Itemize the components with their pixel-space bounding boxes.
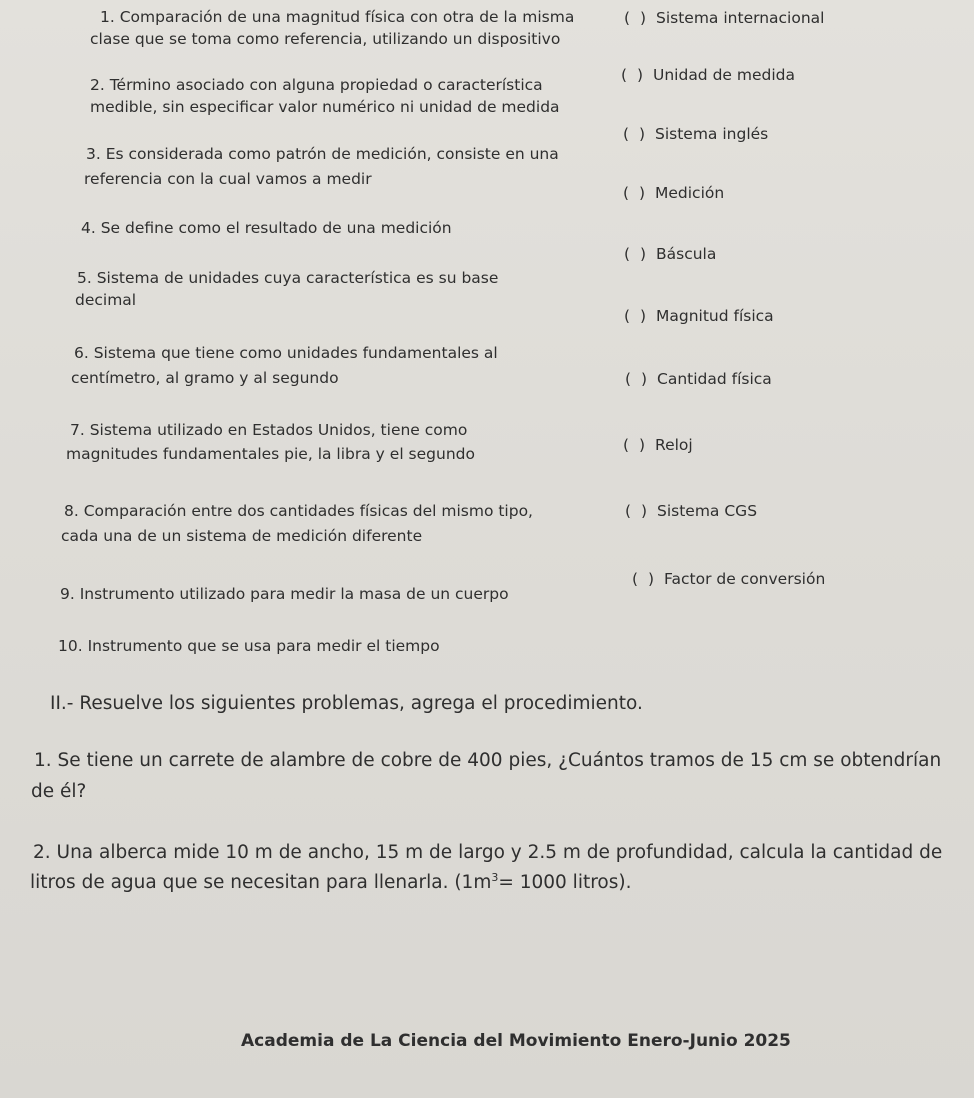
option-sistema-internacional: ( ) Sistema internacional bbox=[624, 9, 825, 27]
question-1-line-1: 1. Comparación de una magnitud física con otra de la misma bbox=[100, 8, 575, 26]
question-2-line-2: medible, sin especificar valor numérico ni unidad de medida bbox=[90, 98, 560, 116]
option-sistema-cgs: ( ) Sistema CGS bbox=[625, 502, 758, 520]
question-7-line-1: 7. Sistema utilizado en Estados Unidos, tiene como bbox=[70, 421, 468, 439]
question-3-line-2: referencia con la cual vamos a medir bbox=[84, 170, 372, 188]
question-1-line-2: clase que se toma como referencia, utilizando un dispositivo bbox=[90, 30, 561, 48]
option-cantidad-fisica: ( ) Cantidad física bbox=[625, 370, 772, 388]
question-5-line-2: decimal bbox=[75, 291, 137, 309]
question-3-line-1: 3. Es considerada como patrón de medición, consiste en una bbox=[86, 145, 559, 163]
option-unidad-de-medida: ( ) Unidad de medida bbox=[621, 66, 795, 84]
question-9-line-1: 9. Instrumento utilizado para medir la masa de un cuerpo bbox=[60, 585, 509, 603]
problem-2-line-2: litros de agua que se necesitan para llenarla. ($1m^3= 1000$ litros). bbox=[30, 871, 632, 894]
question-7-line-2: magnitudes fundamentales pie, la libra y el segundo bbox=[66, 445, 475, 463]
option-paren-close: ) bbox=[640, 9, 647, 27]
option-reloj: ( ) Reloj bbox=[623, 436, 693, 454]
question-4-line-1: 4. Se define como el resultado de una medición bbox=[81, 219, 452, 237]
question-5-line-1: 5. Sistema de unidades cuya característica es su base bbox=[77, 269, 499, 287]
problem-1-line-1: 1. Se tiene un carrete de alambre de cobre de 400 pies, ¿Cuántos tramos de 15 cm se obtendrían bbox=[34, 750, 942, 771]
option-magnitud-fisica: ( ) Magnitud física bbox=[624, 307, 774, 325]
problem-2-line-1: 2. Una alberca mide 10 m de ancho, 15 m de largo y 2.5 m de profundidad, calcula la cantidad de bbox=[33, 842, 943, 863]
option-paren-open: ( bbox=[624, 9, 631, 27]
section-2-heading: II.- Resuelve los siguientes problemas, agrega el procedimiento. bbox=[50, 693, 643, 714]
option-factor-de-conversion: ( ) Factor de conversión bbox=[632, 570, 826, 588]
problem-1-line-2: de él? bbox=[31, 781, 87, 802]
question-10-line-1: 10. Instrumento que se usa para medir el tiempo bbox=[58, 637, 440, 655]
question-8-line-1: 8. Comparación entre dos cantidades físicas del mismo tipo, bbox=[64, 502, 533, 520]
option-bascula: ( ) Báscula bbox=[624, 245, 717, 263]
footer-academy: Academia de La Ciencia del Movimiento Enero-Junio 2025 bbox=[241, 1031, 791, 1051]
option-medicion: ( ) Medición bbox=[623, 184, 725, 202]
question-6-line-1: 6. Sistema que tiene como unidades fundamentales al bbox=[74, 344, 498, 362]
question-6-line-2: centímetro, al gramo y al segundo bbox=[71, 369, 339, 387]
question-8-line-2: cada una de un sistema de medición diferente bbox=[61, 527, 423, 545]
question-2-line-1: 2. Término asociado con alguna propiedad o característica bbox=[90, 76, 543, 94]
option-sistema-ingles: ( ) Sistema inglés bbox=[623, 125, 769, 143]
